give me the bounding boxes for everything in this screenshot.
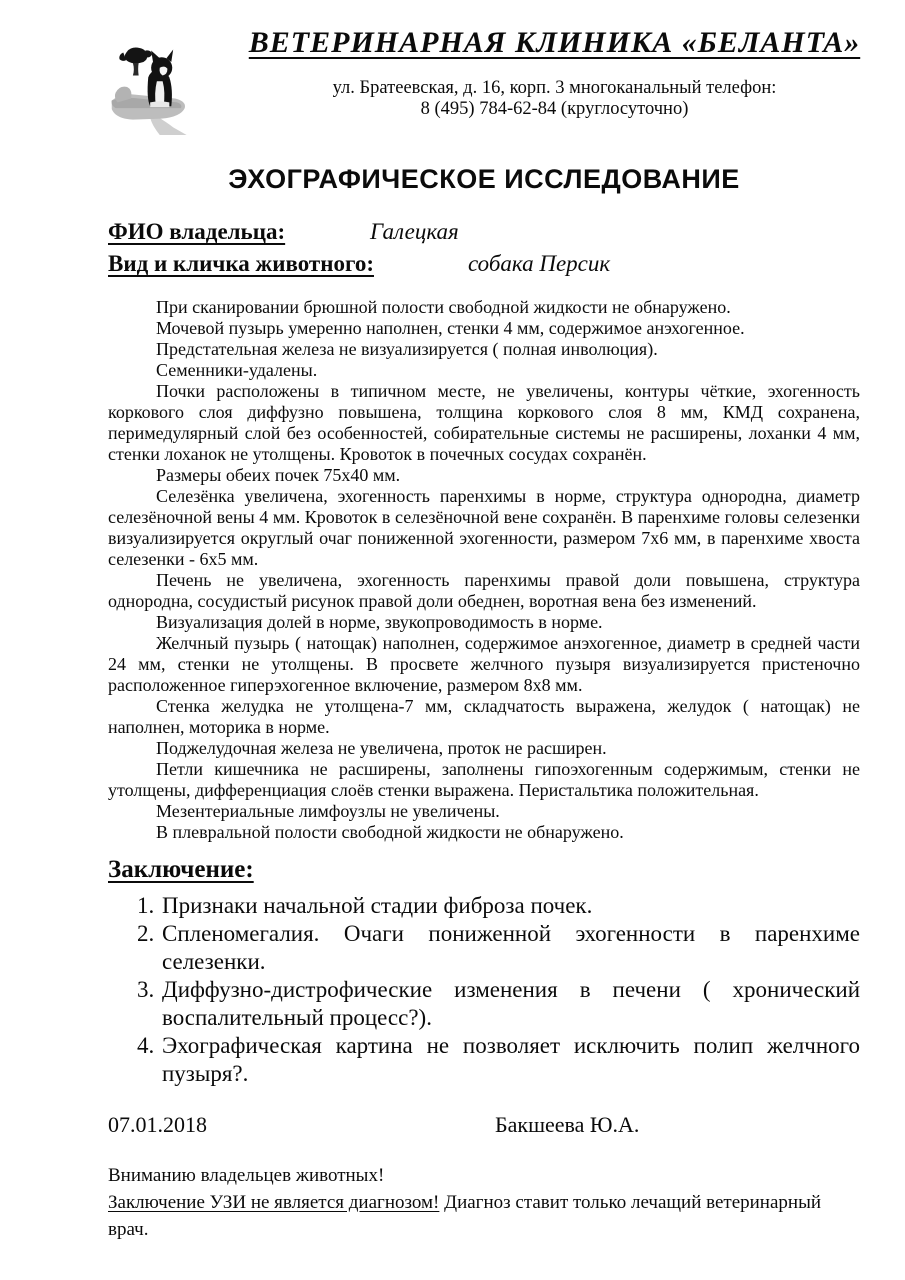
footer-disclaimer [108, 1189, 860, 1243]
footer-disclaimer-underlined: Заключение УЗИ не является диагнозом! [108, 1192, 440, 1213]
conclusion-item: 1. Признаки начальной стадии фиброза почек. [160, 892, 860, 920]
finding-paragraph: Мочевой пузырь умеренно наполнен, стенки 4 мм, содержимое анэхогенное. [156, 318, 745, 338]
finding-paragraph: Мезентериальные лимфоузлы не увеличены. [156, 801, 500, 821]
footer-disclaimer-rest: Диагноз ставит только лечащий ветеринарный врач. [108, 1192, 822, 1240]
footer-notice: Вниманию владельцев животных! [108, 1165, 385, 1186]
animal-line [108, 251, 860, 283]
finding-paragraph: Желчный пузырь ( натощак) наполнен, содержимое анэхогенное, диаметр в средней части 24 мм, стенки не утолщены. В просвете желчного пузыря визуализируется пристеночно расположенное гиперэхогенное включение, размером 8х8 мм. [108, 633, 860, 695]
finding-paragraph: В плевральной полости свободной жидкости не обнаружено. [156, 822, 624, 842]
patient-info [108, 219, 860, 283]
finding-paragraph: Визуализация долей в норме, звукопроводимость в норме. [156, 612, 603, 632]
animal-value: собака Персик [468, 251, 611, 276]
conclusion-item: 2. Спленомегалия. Очаги пониженной эхогенности в паренхиме селезенки. [160, 920, 860, 976]
clinic-address: ул. Братеевская, д. 16, корп. 3 многоканальный телефон: [332, 78, 777, 98]
owner-label: ФИО владельца: [108, 219, 286, 244]
conclusion-list [108, 892, 860, 1088]
report-date: 07.01.2018 [108, 1112, 207, 1137]
footer-note [108, 1162, 860, 1243]
clinic-header [0, 0, 905, 142]
owner-line [108, 219, 860, 251]
conclusion-heading: Заключение: [108, 856, 254, 883]
owner-value: Галецкая [370, 219, 459, 244]
dog-icon [119, 48, 152, 76]
animal-label: Вид и кличка животного: [108, 251, 374, 276]
report-title: ЭХОГРАФИЧЕСКОЕ ИССЛЕДОВАНИЕ [228, 164, 740, 194]
finding-paragraph: Петли кишечника не расширены, заполнены гипоэхогенным содержимым, стенки не утолщены, дифференциация слоёв стенки выражена. Перистальтика положительная. [108, 759, 860, 800]
doctor-name: Бакшеева Ю.А. [495, 1112, 640, 1137]
clinic-header-text [212, 26, 897, 120]
conclusion-item: 4. Эхографическая картина не позволяет исключить полип желчного пузыря?. [160, 1032, 860, 1088]
clinic-logo [106, 38, 202, 136]
conclusion-section [0, 843, 905, 1088]
conclusion-item: 3. Диффузно-дистрофические изменения в печени ( хронический воспалительный процесс?). [160, 976, 860, 1032]
finding-paragraph: Печень не увеличена, эхогенность паренхимы правой доли повышена, структура однородна, сосудистый рисунок правой доли обеднен, воротная вена без изменений. [108, 570, 860, 611]
finding-paragraph: Размеры обеих почек 75х40 мм. [156, 465, 401, 485]
cat-icon [148, 50, 174, 108]
finding-paragraph: Селезёнка увеличена, эхогенность паренхимы в норме, структура однородна, диаметр селезёночной вены 4 мм. Кровоток в селезёночной вене сохранён. В паренхиме головы селезенки визуализируется округлый очаг пониженной эхогенности, размером 7х6 мм, в паренхиме хвоста селезенки - 6х5 мм. [108, 486, 860, 569]
clinic-phone: 8 (495) 784-62-84 (круглосуточно) [420, 99, 689, 119]
finding-paragraph: Поджелудочная железа не увеличена, проток не расширен. [156, 738, 607, 758]
findings-text [108, 297, 860, 843]
finding-paragraph: Семенники-удалены. [156, 360, 318, 380]
signature-row [108, 1112, 860, 1142]
finding-paragraph: При сканировании брюшной полости свободной жидкости не обнаружено. [156, 297, 731, 317]
finding-paragraph: Предстательная железа не визуализируется ( полная инволюция). [156, 339, 658, 359]
hand-holding-pets-icon [106, 38, 202, 136]
finding-paragraph: Почки расположены в типичном месте, не увеличены, контуры чёткие, эхогенность коркового слоя диффузно повышена, толщина коркового слоя 8 мм, КМД сохранена, перимедулярный слой без особенностей, собирательные системы не расширены, лоханки 4 мм, стенки лоханок не утолщены. Кровоток в почечных сосудах сохранён. [108, 381, 860, 464]
clinic-name: ВЕТЕРИНАРНАЯ КЛИНИКА «БЕЛАНТА» [248, 26, 861, 59]
finding-paragraph: Стенка желудка не утолщена-7 мм, складчатость выражена, желудок ( натощак) не наполнен, моторика в норме. [108, 696, 860, 737]
